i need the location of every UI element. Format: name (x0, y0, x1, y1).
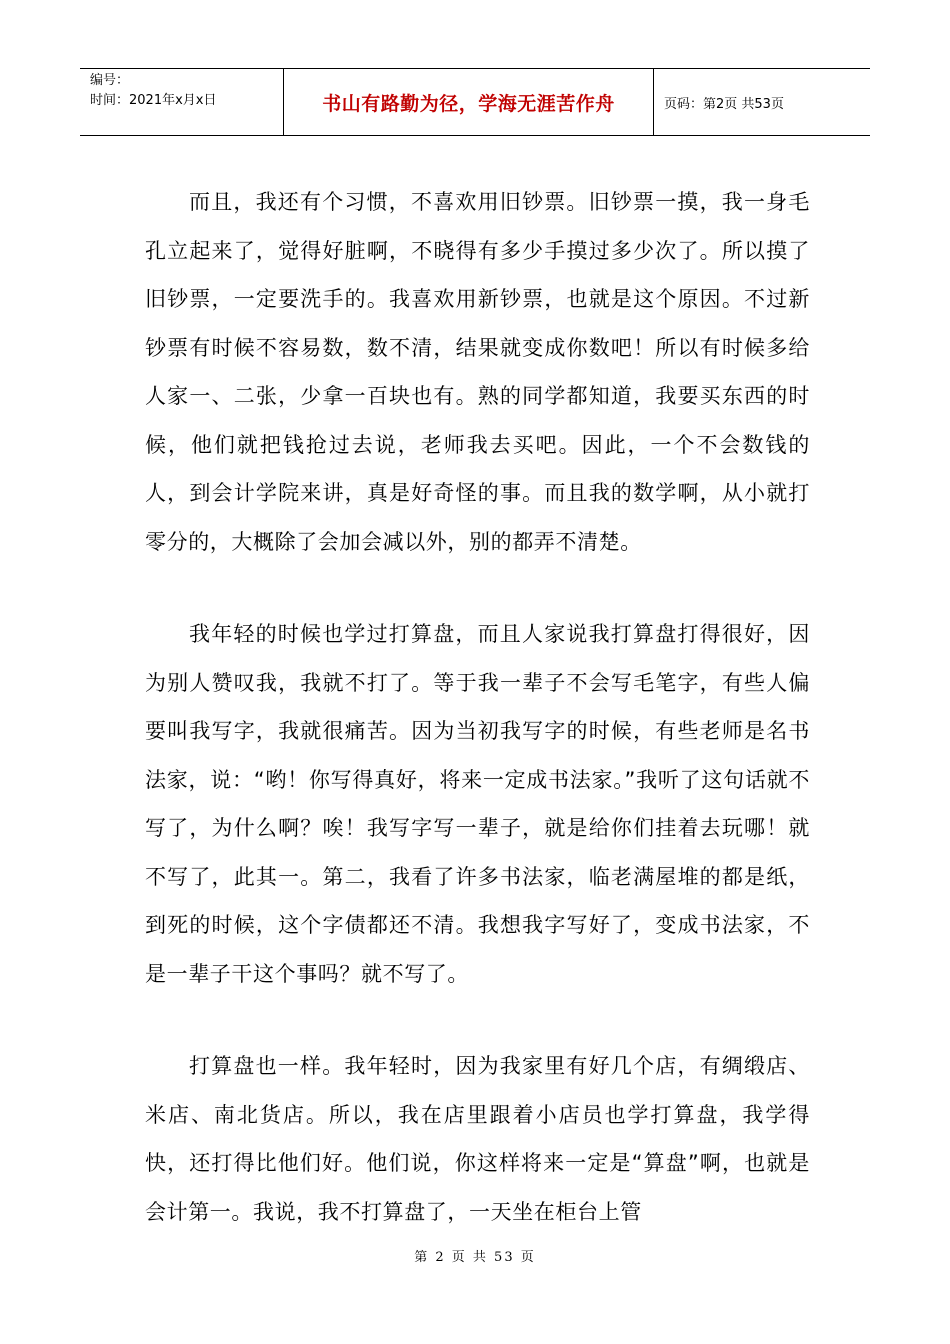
page-footer: 第 2 页 共 53 页 (414, 1250, 536, 1265)
header-meta (80, 69, 284, 135)
document-number-label: 编号： (90, 73, 130, 88)
page-header (80, 68, 870, 136)
body-paragraph-3: 打算盘也一样。我年轻时，因为我家里有好几个店，有绸缎店、米店、南北货店。所以，我在店里跟着小店员也学打算盘，我学得快，还打得比他们好。他们说，你这样将来一定是“算盘”啊，也就是会计第一。我说，我不打算盘了，一天坐在柜台上管 (145, 1054, 810, 1224)
body-paragraph-1: 而且，我还有个习惯，不喜欢用旧钞票。旧钞票一摸，我一身毛孔立起来了，觉得好脏啊，不晓得有多少手摸过多少次了。所以摸了旧钞票，一定要洗手的。我喜欢用新钞票，也就是这个原因。不过新钞票有时候不容易数，数不清，结果就变成你数吧！所以有时候多给人家一、二张，少拿一百块也有。熟的同学都知道，我要买东西的时候，他们就把钱抢过去说，老师我去买吧。因此，一个不会数钱的人，到会计学院来讲，真是好奇怪的事。而且我的数学啊，从小就打零分的，大概除了会加会减以外，别的都弄不清楚。 (145, 190, 810, 554)
header-motto: 书山有路勤为径，学海无涯苦作舟 (284, 69, 654, 135)
body-paragraph-2: 我年轻的时候也学过打算盘，而且人家说我打算盘打得很好，因为别人赞叹我，我就不打了。等于我一辈子不会写毛笔字，有些人偏要叫我写字，我就很痛苦。因为当初我写字的时候，有些老师是名书法家，说：“哟！你写得真好，将来一定成书法家。”我听了这句话就不写了，为什么啊？唉！我写字写一辈子，就是给你们挂着去玩哪！就不写了，此其一。第二，我看了许多书法家，临老满屋堆的都是纸，到死的时候，这个字债都还不清。我想我字写好了，变成书法家，不是一辈子干这个事吗？就不写了。 (145, 622, 810, 986)
header-page-info: 页码：第2页 共53页 (664, 96, 784, 112)
document-time-label: 时间：2021年x月x日 (90, 93, 217, 108)
document-body (145, 178, 810, 1280)
